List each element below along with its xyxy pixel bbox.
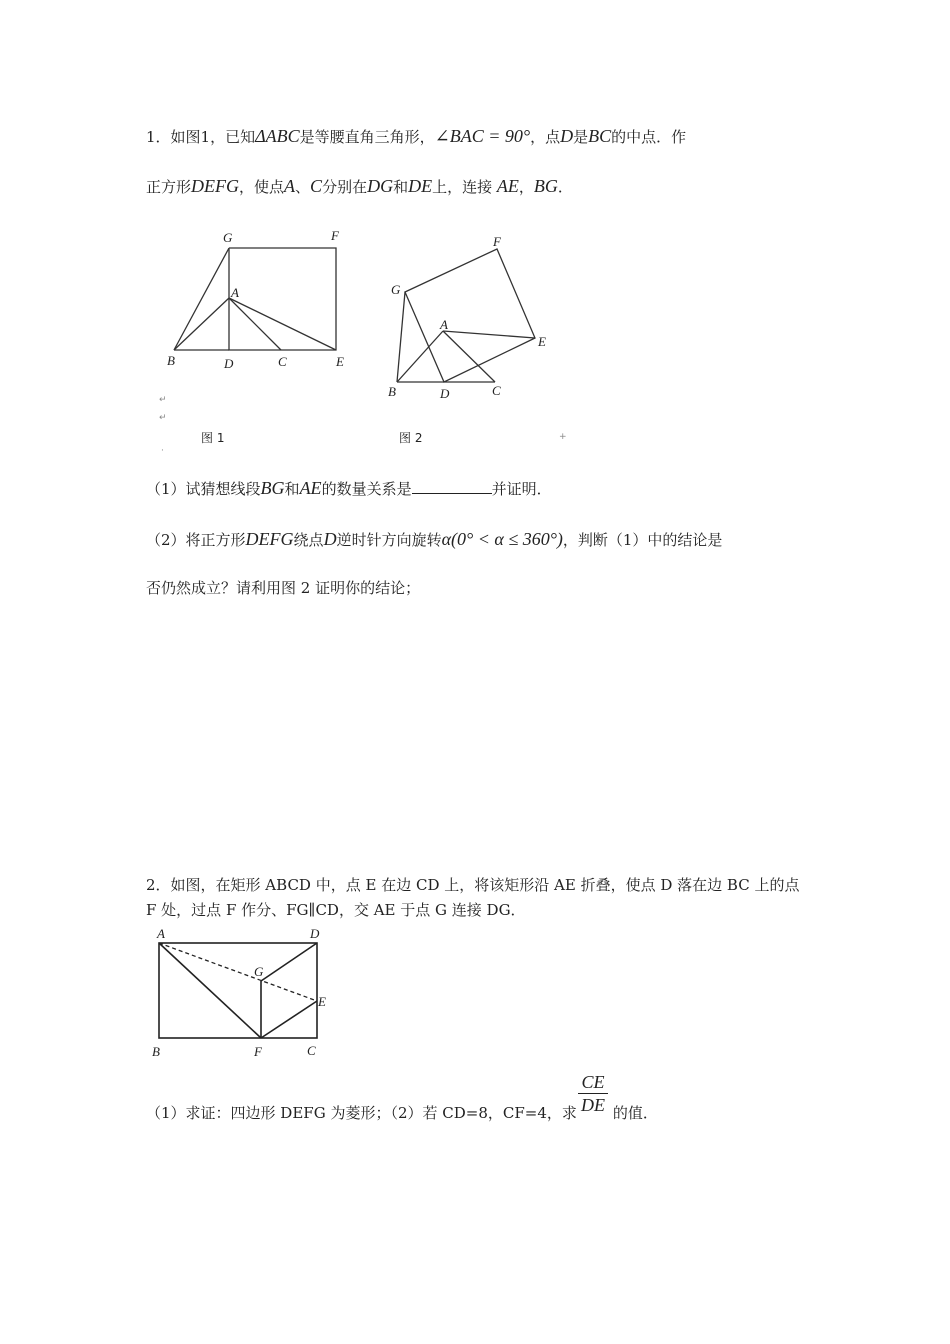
square-defg [229,248,336,350]
text: 并证明． [491,480,552,498]
label-c: C [278,354,287,369]
square-defg-rotated [405,249,535,382]
math: AE [496,176,519,196]
figure-1 [160,222,360,386]
label-d: D [310,926,320,941]
figure-2-caption: 图 2 [399,431,423,445]
math: D [560,126,574,146]
segment-bg [397,292,405,382]
text: 绕点 [293,531,324,549]
problem2-line1: 2．如图，在矩形 ABCD 中，点 E 在边 CD 上，将该矩形沿 AE 折叠，使点 D 落在边 BC 上的点 [146,876,800,894]
fold-line-ae [159,943,317,1001]
label-a: A [440,317,448,332]
text: 正方形 [146,178,192,196]
segment-fe [261,1001,317,1038]
segment-bg [174,248,229,350]
segment-gd [261,943,317,981]
label-a: A [231,285,239,300]
math: BC [588,126,612,146]
problem1-line1 [146,126,686,147]
math: BG [260,478,285,498]
segment-ac [229,298,281,350]
text: ． [557,178,573,196]
math: BG [533,176,558,196]
math: A [284,176,296,196]
fraction-numerator: CE [581,1072,605,1092]
math: D [323,529,337,549]
text: 逆时针方向旋转 [336,531,442,549]
segment-ba [397,331,443,382]
paragraph-mark: ↵ [159,413,167,423]
text: 和 [284,480,300,498]
text: 的数量关系是 [321,480,412,498]
label-a: A [157,926,165,941]
problem2-line2: F 处，过点 F 作分、FG∥CD，交 AE 于点 G 连接 DG． [146,901,526,919]
text: 是 [573,128,589,146]
segment-af [159,943,261,1038]
answer-blank[interactable] [412,479,492,494]
math: DG [367,176,394,196]
segment-ba [174,298,229,350]
text: 、 [295,178,311,196]
label-b: B [152,1044,160,1059]
fraction-ce-de [578,1072,608,1115]
text: （2）将正方形 [146,531,246,549]
math: α(0° < α ≤ 360°) [441,529,563,549]
math: DE [408,176,433,196]
label-e: E [318,994,326,1009]
label-d: D [224,356,234,371]
figure-2 [380,232,560,411]
math: C [310,176,323,196]
label-b: B [167,353,175,368]
label-c: C [307,1043,316,1058]
fraction-bar [578,1093,608,1094]
label-g: G [391,282,401,297]
segment-ac [443,331,495,382]
text: 的中点．作 [611,128,687,146]
text: 和 [393,178,409,196]
text: （1）求证：四边形 DEFG 为菱形；（2）若 CD=8，CF=4，求 [146,1104,577,1122]
text: 的值． [612,1104,658,1122]
rectangle-abcd [159,943,317,1038]
label-e: E [336,354,344,369]
paragraph-mark: ↵ [159,395,167,405]
text: ，点 [530,128,561,146]
label-e: E [538,334,546,349]
figure-1-caption: 图 1 [201,431,225,445]
segment-ae [229,298,336,350]
math: DEFG [191,176,240,196]
text: 上，连接 [432,178,493,196]
text: ， [518,178,534,196]
math: AE [299,478,322,498]
figure-3 [148,922,348,1066]
label-f: F [493,234,501,249]
text: 分别在 [322,178,368,196]
text: 是等腰直角三角形， [299,128,435,146]
fraction-denominator: DE [581,1095,605,1115]
label-d: D [440,386,450,401]
anchor-mark: + [559,432,567,442]
segment-ae [443,331,535,338]
question-1 [146,478,552,499]
text: ，判断（1）中的结论是 [562,531,723,549]
text: （1）试猜想线段 [146,480,261,498]
math: ∠BAC = 90° [434,126,531,146]
dot-mark: · [161,446,164,456]
label-c: C [492,383,501,398]
label-g: G [223,230,233,245]
text: 1．如图1，已知 [146,128,256,146]
math: ΔABC [255,126,300,146]
math: DEFG [245,529,294,549]
question-2 [146,529,722,550]
label-b: B [388,384,396,399]
label-f: F [254,1044,262,1059]
label-f: F [331,228,339,243]
question-2-continued: 否仍然成立？请利用图 2 证明你的结论； [146,579,421,597]
problem1-line2 [146,176,573,197]
text: ，使点 [239,178,285,196]
label-g: G [254,964,264,979]
